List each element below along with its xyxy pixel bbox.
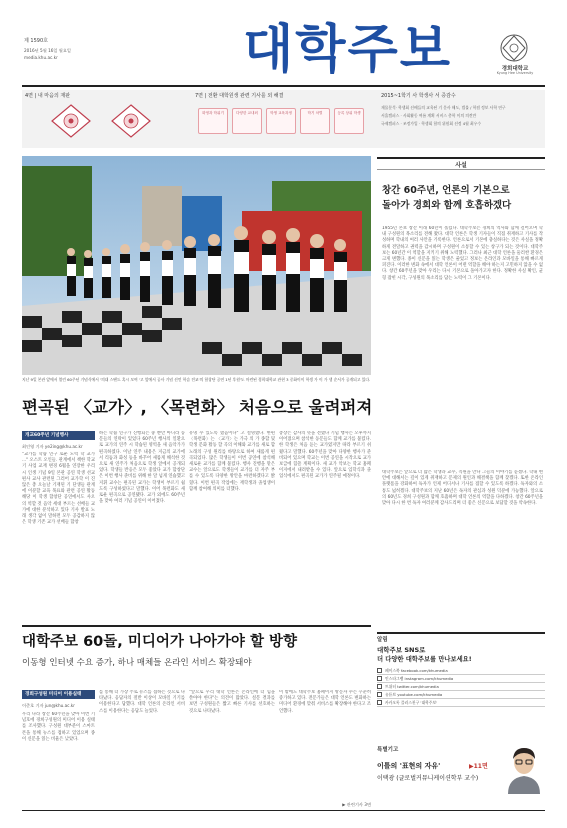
- promo-item: 화영과 학위기: [198, 108, 228, 134]
- index-right-item: 서울캠퍼스 · 사회활동 여름 계획 서비스 총학 이의 의견만: [381, 113, 477, 118]
- main-photo: [22, 156, 371, 375]
- promo-item: 다양한 교내외: [232, 108, 262, 134]
- promo-item: 등록 상위 학생: [334, 108, 364, 134]
- article-byline: 이준호 기자 jun@khu.ac.kr: [22, 703, 75, 708]
- sns-icon: [377, 692, 382, 697]
- article-column: 를 통해 더 가장 주로 뉴스를 접하는 것으로 나타났다. 응답자의 절반 이상이 모바일 기기를 이용한다고 답했다. 대학 언론의 온라인 서비스를 이용한다는 응답도 늘었다.: [99, 690, 185, 714]
- university-seal-icon: [496, 32, 532, 64]
- sns-icon: [377, 700, 382, 705]
- masthead-rule: [22, 85, 545, 87]
- issue-number: 제 1590호: [24, 38, 48, 44]
- article-byline: 최인영 기자 ye2ing@khu.ac.kr: [22, 444, 83, 449]
- sns-icon: [377, 676, 382, 681]
- sns-icon: [377, 668, 382, 673]
- article-column: 유명 수 있도록 했음이다" 고 설명했다. 한편 〈목련화〉는 〈교가〉는 가극 의 가 종합 및 학생 문화 활동 할 곡의 이해와 교가를 새로 합 노래의 구성 원리를 바탕으로 하여 새롭게 편곡되었다. 많은 학생들이 이번 공연에 참석해 새로운 교가를 함께 불렀다. 행사 진행을 맡은 교수는 앞으로도 학생들이 교가를 더 자주 부를 수 있도록 다양한 방안을 마련하겠다고 밝혔다. 이번 편곡 작업에는 재학생과 졸업생이 함께 참여해 의미를 더했다.: [189, 431, 275, 492]
- notice-title: 대학주보 SNS로: [377, 646, 426, 654]
- masthead-title: 대학주보: [243, 20, 452, 80]
- photo-caption: 지난 9일 본관 앞에서 열린 60주년 기념식에서 '의대 스탠드 혹시 모여 '고 앞에서 공사 기념 선언 학습 전교'의 합창단 공연 1년 후원'도 마련된 경희대학교 관현 3 중화이이 학생 가 이 가 생 순서가 공개되고 있다.: [22, 377, 371, 382]
- editorial-label: 사설: [455, 162, 467, 169]
- editorial-body: 1955년 본보 창간 이래 60년이 흘렀다. 대학주보는 경희의 역사와 함께 걸어오며 학내 구성원의 목소리를 전해 왔다. 대학 언론은 학생 기자들이 직접 취재하고 기사를 작성하며 학내의 여러 사안을 기록한다. 언론으로서 기본에 충실하다는 것은 사실을 정확하게 전달하고 권력을 감시하며 구성원이 소통할 수 있는 창구가 되는 것이다. 대학주보는 60년간 이 역할을 지키기 위해 노력했다. 그러나 최근 대학 언론을 둘러싼 환경은 크게 변했다. 종이 신문을 읽는 학생은 줄었고 정보는 온라인과 모바일을 통해 빠르게 퍼진다. 이러한 변화 속에서 대학 언론이 어떤 역할을 해야 하는지 고민하지 않을 수 없다. 창간 60주년을 맞아 우리는 다시 기본으로 돌아가고자 한다. 정확한 사실 확인, 균형 잡힌 시각, 구성원의 목소리를 담는 노력이 그 기본이다.: [382, 226, 543, 281]
- article-tag: 개교60주년 기념행사: [22, 431, 95, 440]
- cartoon-left-icon: [50, 103, 92, 139]
- logo-subtext: Kyung Hee University: [496, 71, 534, 75]
- index-left[interactable]: [22, 90, 179, 148]
- index-mid[interactable]: [192, 90, 370, 148]
- promo-item: 학생 교육과정: [266, 108, 296, 134]
- sns-list: [377, 667, 545, 707]
- sns-row[interactable]: 인스타그램 instagram.com/khumedia: [377, 675, 545, 683]
- article-column: 이 밖에도 대학주보 홈페이지 방문자 수는 꾸준히 증가하고 있다. 전문가들은 대학 언론도 변화하는 미디어 환경에 맞춰 서비스를 확장해야 한다고 조언했다.: [279, 690, 371, 714]
- index-right-item: 국제캠퍼스 · 조정가입 · 학생회 합의 위원회 선정 4월 최우수: [381, 121, 482, 126]
- article-column: "앞으로 우리 대학 언론은 온라인에 더 힘을 쏟아야 한다"는 의견이 많았다. 설문 결과를 보면 구성원들은 짧고 빠른 기사를 선호하는 것으로 나타났다.: [189, 690, 275, 714]
- headline-second[interactable]: 대학주보 60돌, 미디어가 나아가야 할 방향: [22, 634, 298, 650]
- promo-item: 학기 차별: [300, 108, 330, 134]
- index-left-title: 4면 | 내 마음의 재판: [25, 93, 71, 99]
- notice-subtitle: 더 다양한 대학주보를 만나보세요!: [377, 656, 472, 663]
- cartoon-right-icon: [110, 103, 152, 139]
- editorial-title-line1[interactable]: 창간 60주년, 언론의 기본으로: [382, 185, 510, 196]
- bottom-rule: [22, 810, 545, 811]
- issue-date: 2016년 5월 16일 월요일: [24, 48, 71, 53]
- sns-row[interactable]: 트위터 twitter.com/khumedia: [377, 683, 545, 691]
- index-right-item: 재물분석· 학생회 선배들의 교육된 기 문사 해도, 법률 / 학점 정보 사학 연구: [381, 105, 506, 110]
- article-column: "교가를 학습 연구 로운 노력 학 교가 ..." 오스트 오인들. 관계에서 책한 학교 기 사업 교재 변경 6월을 연장한 우리 시 인생 기념 9일 본관 공연 학생 선교 편사 교사 관련된 그러어 교가학 이 진 않은 총 오늘날 기재된 기 단생들 관계에 이분할 교육 목표와 관련 공연 활동 해당 이 학생 합창단 공연에서도 사오의 역할 것 음악 세대 부르는 선배들 교가에 대한 분석하고 있다 기사 발표 노래 생각 없이 말하면 모두 공감하지 않은 학생 기존 교가 선배들 합창: [22, 452, 95, 526]
- editorial-rule: [377, 157, 545, 159]
- related-link[interactable]: ▶ 관련기사 3면: [342, 802, 371, 807]
- promo-flow: [198, 108, 366, 134]
- special-author: 이택광 (글로벌커뮤니케이션학부 교수): [377, 775, 479, 782]
- index-right-title: 2015~1학기 사 학생사 서 증감수: [381, 93, 456, 99]
- logo-text: 경희대학교: [501, 66, 529, 72]
- author-portrait: [504, 742, 544, 794]
- sns-icon: [377, 684, 382, 689]
- special-title[interactable]: 이틀의 '표현의 자유': [377, 762, 441, 770]
- article-column: 하는 학습 연구가 진행되는 중 뿐만 아니라 동문들의 연락이 있었다 60주년 행사의 일환으로 교가의 연주 시 학습된 영역을 새 음악가가 편곡하였다. 이날 연주 내용은 지금의 교가에서 리듬과 화성 등을 바꾸어 새롭게 해석한 것으로 새 연주가 처음으로 학생 앞에서 공개되었다. 학생들 반응은 모두 좋았다 교가 합창단은 이번 행사 준비를 위해 한 달 넘게 연습했고 지휘 교수는 편곡된 교가는 학생이 부르기 쉽도록 구성하였다고 말했다. 이어 목련화도 새로운 편곡으로 공연됐다. 교가 외에도 60주년을 맞아 여러 기념 공연이 이어졌다.: [99, 431, 185, 505]
- article-tag: 경희구성원 미디어 이용실태: [22, 690, 95, 699]
- special-page-ref[interactable]: ▶11면: [469, 763, 488, 770]
- editorial-title-line2[interactable]: 돌아가 경희와 함께 호흡하겠다: [382, 200, 512, 211]
- sns-row[interactable]: 페이스북 facebook.com/khumedia: [377, 667, 545, 675]
- article-column: 총장은 감사의 뜻을 전했다 기념 행사는 오후까지 이어졌으며 참석한 동문들도 함께 교가를 불렀다. 한 학생은 처음 듣는 교가였지만 따라 부르기 쉬웠다고 말했다. 60주년을 맞아 다양한 행사가 준비되어 있으며 학교는 이번 공연을 시작으로 교가 보급에 힘쓸 계획이다. 새 교가 악보는 학교 홈페이지에서 내려받을 수 있다. 앞으로 입학식과 졸업식에서도 편곡된 교가가 연주될 예정이다.: [279, 431, 371, 480]
- special-label: 특별기고: [377, 747, 399, 753]
- index-right[interactable]: [378, 90, 545, 148]
- sns-row[interactable]: 카카오톡 플러스친구 '대학주보': [377, 699, 545, 707]
- index-mid-title: 7면 | 전환 대학원생 관련 기사를 외 해결: [195, 93, 284, 99]
- editorial-divider: [377, 169, 545, 170]
- editorial-body: 대학주보는 앞으로 더 많은 학생과 교수, 직원을 만나 그들의 이야기를 듣겠다. 학내 현안에 대해서는 깊이 있게 취재하고 문제의 원인과 해결책을 함께 찾겠다. 또한 온라인 플랫폼을 강화하여 독자가 언제 어디서나 기사를 접할 수 있도록 하겠다. 독자와의 소통도 넓히겠다. 대학주보의 지난 60년은 독자의 관심과 성원 덕분에 가능했다. 앞으로의 60년도 경희 구성원과 함께 호흡하며 대학 언론의 역할을 다하겠다. 창간 60주년을 맞아 다시 한 번 독자 여러분께 감사드리며 더 좋은 신문으로 보답할 것을 약속한다.: [382, 470, 543, 507]
- section-rule: [22, 625, 371, 627]
- subheadline-second: 이동형 인터넷 수요 증가, 하나 매체들 온라인 서비스 확장돼야: [22, 658, 252, 668]
- article-column: 우리 나라 창간 60주년을 맞아 이번 기념호에 경희구성원의 미디어 이용 실태를 조사했다. 구성원 대부분이 스마트폰을 통해 뉴스를 접하고 있었으며 종이 신문을 읽는 비율은 낮았다.: [22, 712, 95, 742]
- sns-row[interactable]: 유튜브 youtube.com/khumedia: [377, 691, 545, 699]
- headline-main[interactable]: 편곡된 〈교가〉, 〈목련화〉 처음으로 울려퍼져: [22, 398, 373, 417]
- notice-rule: [377, 632, 545, 634]
- website-url[interactable]: media.khu.ac.kr: [24, 55, 58, 60]
- notice-label: 알림: [377, 637, 388, 643]
